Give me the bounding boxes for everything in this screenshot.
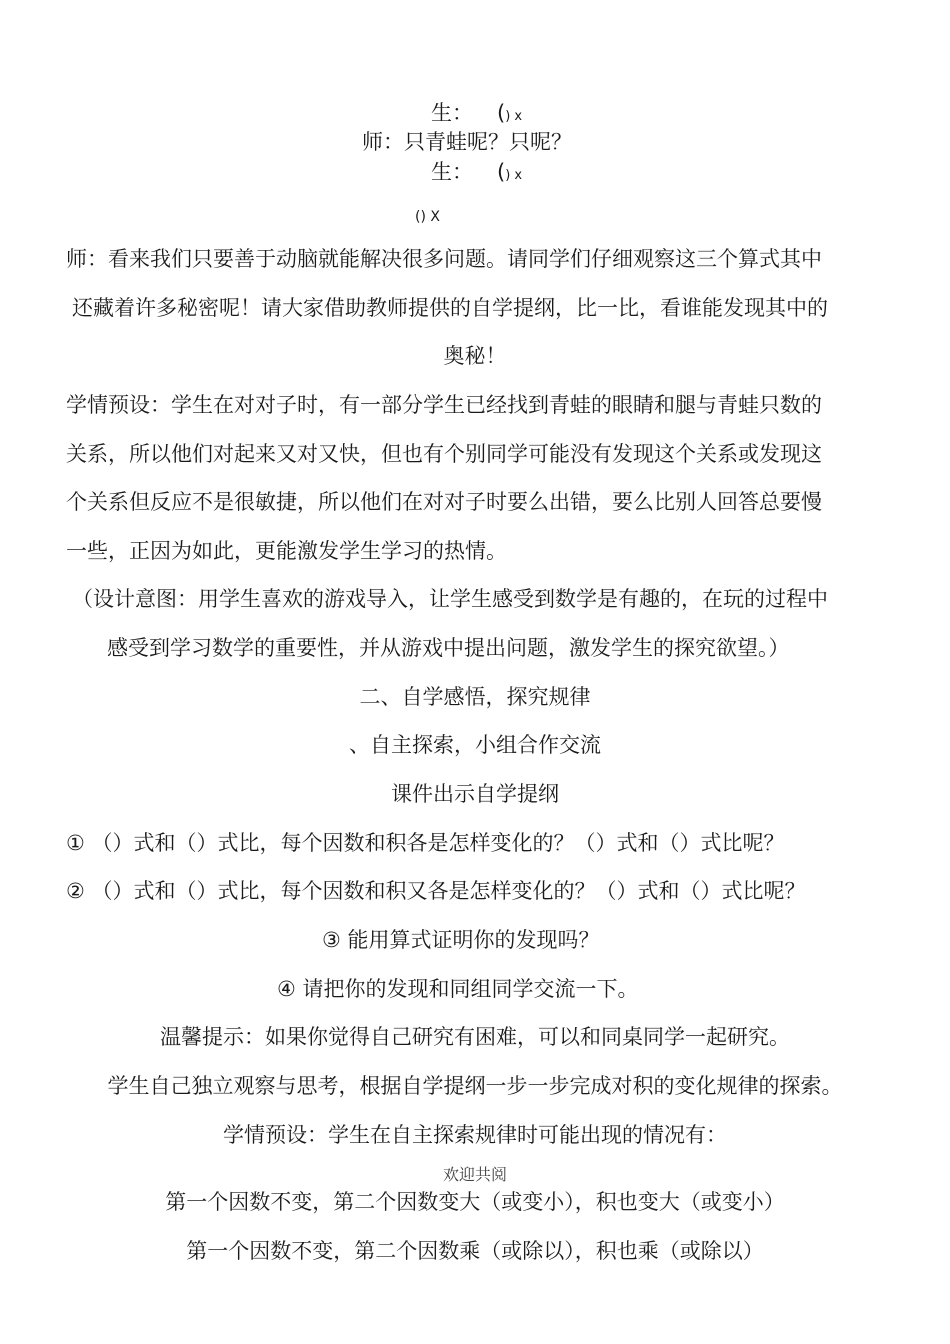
- paren-open: (: [497, 101, 506, 125]
- paragraph-preset-line-4: 一些，正因为如此，更能激发学生学习的热情。: [66, 539, 507, 563]
- paren-close-x: ) x: [505, 168, 523, 183]
- rule-case-2: 第一个因数不变，第二个因数乘（或除以），积也乘（或除以）: [186, 1239, 764, 1263]
- paragraph-preset-line-1: 学情预设：学生在对对子时，有一部分学生已经找到青蛙的眼睛和腿与青蛙只数的: [66, 393, 822, 417]
- paragraph-design-line-2: 感受到学习数学的重要性，并从游戏中提出问题，激发学生的探究欲望。）: [107, 636, 790, 660]
- dialogue-student-2: [431, 158, 522, 190]
- section-heading: 二、自学感悟，探究规律: [359, 685, 591, 709]
- dialogue-student-1: [431, 99, 522, 131]
- footer-watermark: 欢迎共阅: [442, 1165, 507, 1184]
- dialogue-teacher-frog: 师：只青蛙呢？只呢？: [362, 130, 572, 154]
- paragraph-teacher-line-3: 奥秘！: [443, 344, 507, 368]
- paragraph-design-line-1: （设计意图：用学生喜欢的游戏导入，让学生感受到数学是有趣的，在玩的过程中: [72, 587, 828, 611]
- outline-title: 课件出示自学提纲: [391, 782, 559, 806]
- outline-question-3: ③ 能用算式证明你的发现吗？: [322, 928, 600, 952]
- paragraph-preset-line-2: 关系，所以他们对起来又对又快，但也有个别同学可能没有发现这个关系或发现这: [66, 442, 822, 466]
- outline-question-4: ④ 请把你的发现和同组同学交流一下。: [277, 977, 639, 1001]
- paren-open: (: [497, 160, 506, 184]
- paren-close-x: ) x: [505, 109, 523, 124]
- paragraph-preset-line-3: 个关系但反应不是很敏捷，所以他们在对对子时要么出错，要么比别人回答总要慢: [66, 490, 822, 514]
- subsection-heading: 、自主探索，小组合作交流: [349, 733, 601, 757]
- paragraph-preset-cases: 学情预设：学生在自主探索规律时可能出现的情况有：: [223, 1123, 727, 1147]
- paragraph-teacher-line-1: 师：看来我们只要善于动脑就能解决很多问题。请同学们仔细观察这三个算式其中: [66, 247, 822, 271]
- formula-fragment: () X: [415, 209, 440, 225]
- paragraph-teacher-line-2: 还藏着许多秘密呢！请大家借助教师提供的自学提纲，比一比，看谁能发现其中的: [72, 296, 828, 320]
- paragraph-independent-study: 学生自己独立观察与思考，根据自学提纲一步一步完成对积的变化规律的探索。: [107, 1074, 843, 1098]
- outline-question-1: ① （）式和（）式比，每个因数和积各是怎样变化的？（）式和（）式比呢？: [66, 831, 785, 855]
- speaker-label: 生：: [431, 160, 473, 184]
- rule-case-1: 第一个因数不变，第二个因数变大（或变小），积也变大（或变小）: [165, 1190, 785, 1214]
- speaker-label: 生：: [431, 101, 473, 125]
- outline-question-2: ② （）式和（）式比，每个因数和积又各是怎样变化的？（）式和（）式比呢？: [66, 879, 806, 903]
- warm-tip: 温馨提示：如果你觉得自己研究有困难，可以和同桌同学一起研究。: [160, 1025, 790, 1049]
